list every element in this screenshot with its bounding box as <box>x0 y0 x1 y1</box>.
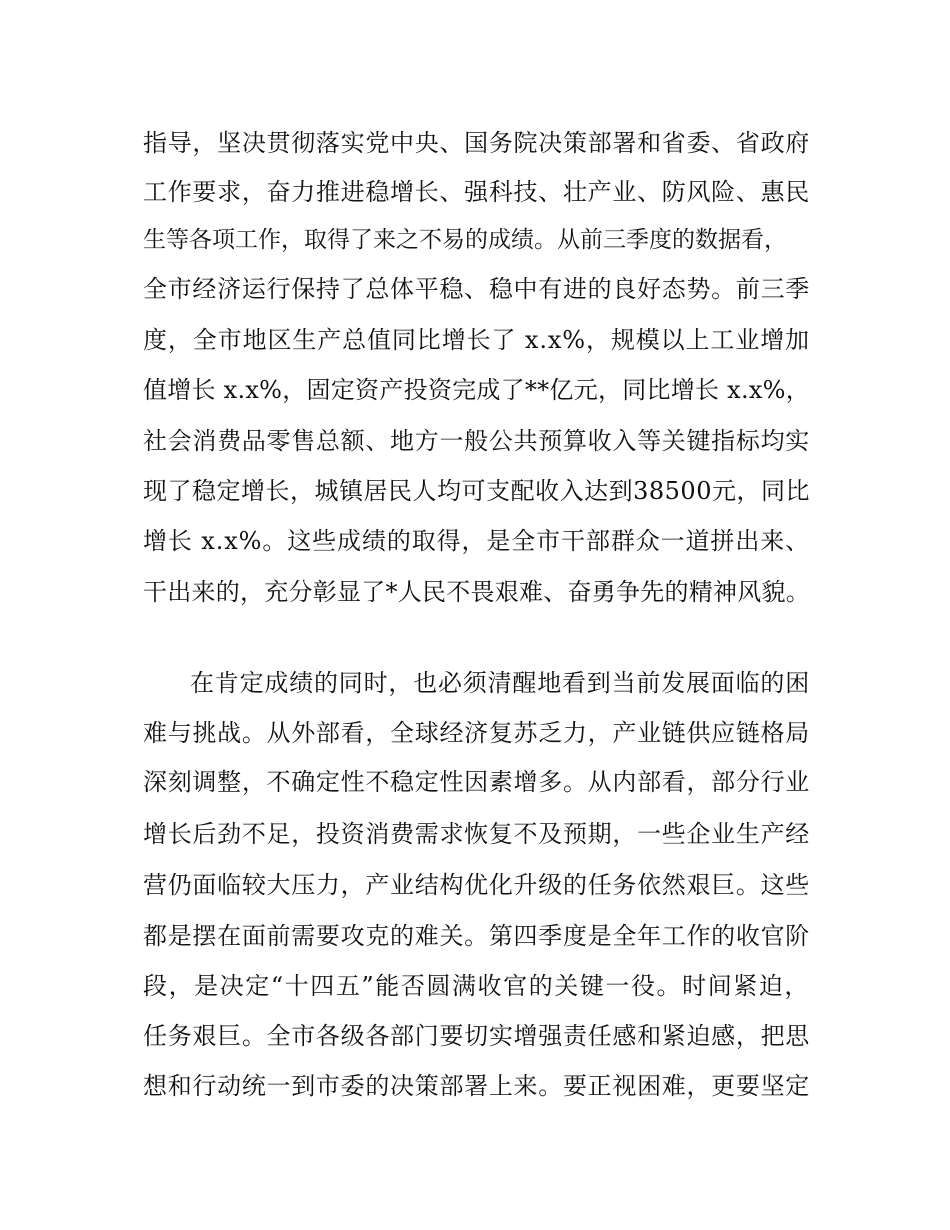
text-line: 难与挑战。从外部看，全球经济复苏乏力，产业链供应链格局 <box>143 719 810 747</box>
text-line: 段，是决定“十四五”能否圆满收官的关键一役。时间紧迫， <box>143 972 810 1000</box>
text-line: 增长后劲不足，投资消费需求恢复不及预期，一些企业生产经 <box>143 820 810 848</box>
text-line: 增长 x.x%。这些成绩的取得，是全市干部群众一道拼出来、 <box>143 527 810 555</box>
text-line: 值增长 x.x%，固定资产投资完成了**亿元，同比增长 x.x%， <box>143 376 810 404</box>
text-line: 现了稳定增长，城镇居民人均可支配收入达到38500元，同比 <box>143 477 810 505</box>
text-line: 工作要求，奋力推进稳增长、强科技、壮产业、防风险、惠民 <box>143 178 810 206</box>
text-line: 想和行动统一到市委的决策部署上来。要正视困难，更要坚定 <box>143 1072 810 1100</box>
text-line: 在肯定成绩的同时，也必须清醒地看到当前发展面临的困 <box>190 669 810 697</box>
text-line: 营仍面临较大压力，产业结构优化升级的任务依然艰巨。这些 <box>143 871 810 899</box>
text-line: 社会消费品零售总额、地方一般公共预算收入等关键指标均实 <box>143 427 810 455</box>
text-line: 任务艰巨。全市各级各部门要切实增强责任感和紧迫感，把思 <box>143 1022 810 1050</box>
text-line: 深刻调整，不确定性不稳定性因素增多。从内部看，部分行业 <box>143 768 810 796</box>
text-line: 都是摆在面前需要攻克的难关。第四季度是全年工作的收官阶 <box>143 922 810 950</box>
text-line: 全市经济运行保持了总体平稳、稳中有进的良好态势。前三季 <box>143 275 810 303</box>
text-line: 度，全市地区生产总值同比增长了 x.x%，规模以上工业增加 <box>143 326 810 354</box>
text-line: 干出来的，充分彰显了*人民不畏艰难、奋勇争先的精神风貌。 <box>143 578 810 606</box>
text-line: 生等各项工作，取得了来之不易的成绩。从前三季度的数据看， <box>143 227 787 253</box>
text-line: 指导，坚决贯彻落实党中央、国务院决策部署和省委、省政府 <box>143 129 810 157</box>
